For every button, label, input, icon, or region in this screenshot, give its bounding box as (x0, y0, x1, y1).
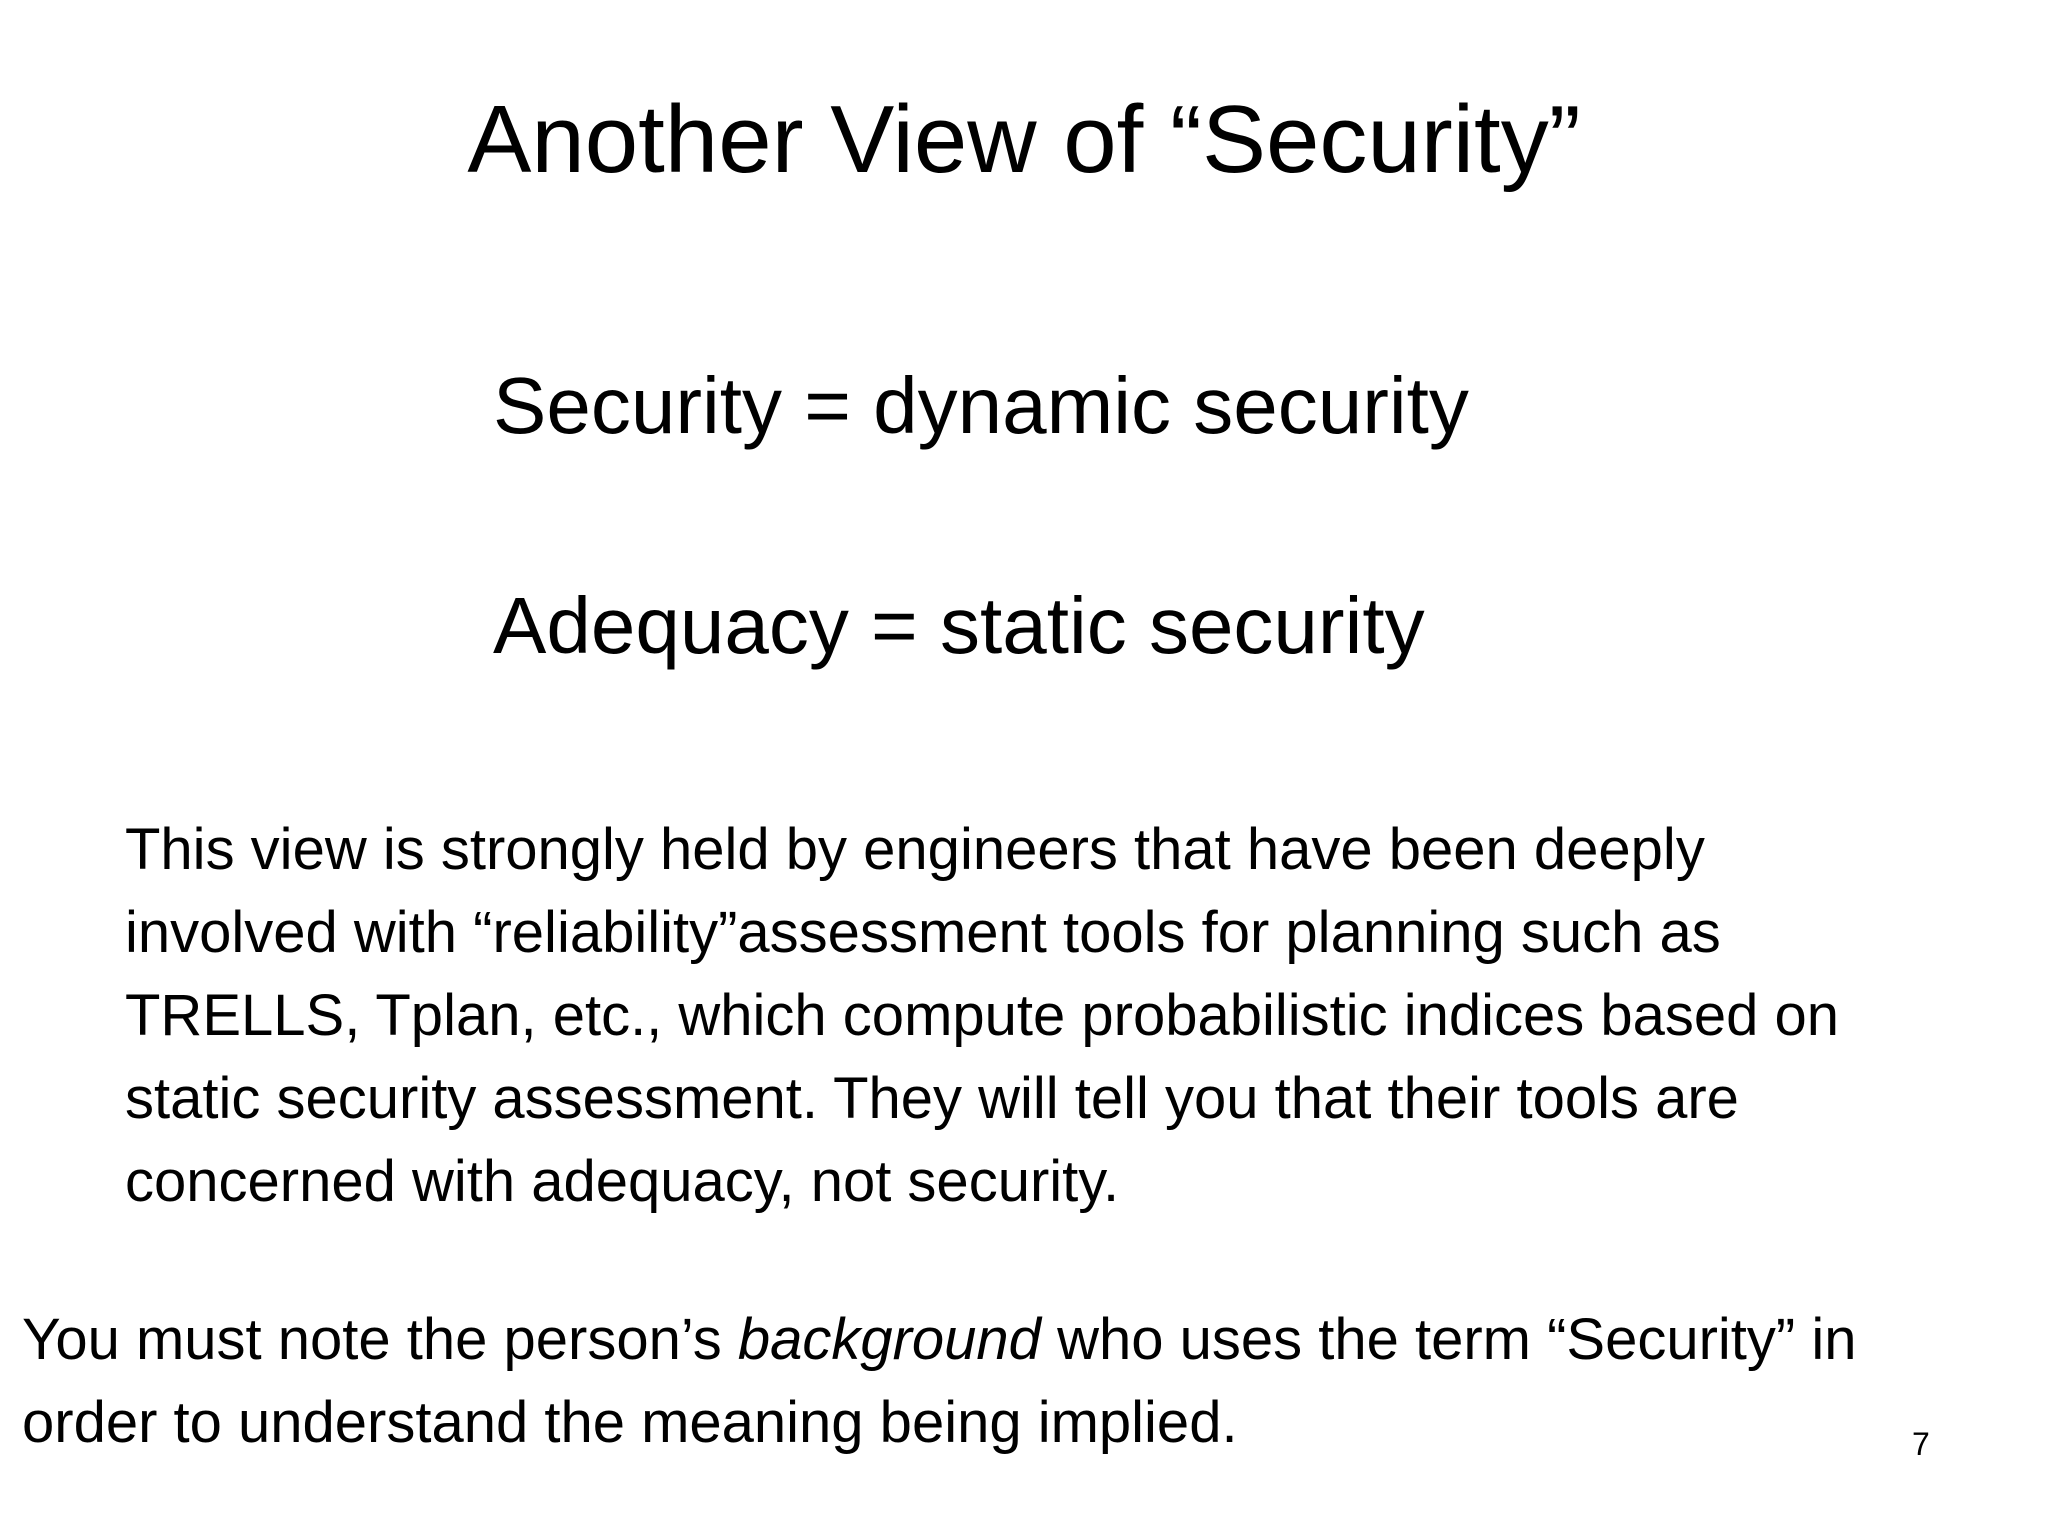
closing-note (22, 1298, 2032, 1464)
note-text-after: who uses the term “Security” in (1040, 1307, 1857, 1372)
paragraph-line: involved with “reliability”assessment tools for planning such as (125, 900, 1721, 965)
paragraph-line: concerned with adequacy, not security. (125, 1149, 1120, 1214)
page-number: 7 (1912, 1426, 1930, 1462)
paragraph-line: TRELLS, Tplan, etc., which compute probabilistic indices based on (125, 983, 1840, 1048)
definition-adequacy: Adequacy = static security (493, 581, 1425, 670)
note-emphasis-background: background (737, 1307, 1041, 1372)
paragraph-line: This view is strongly held by engineers that have been deeply (125, 817, 1705, 882)
slide-title: Another View of “Security” (467, 86, 1581, 193)
note-line-2: order to understand the meaning being implied. (22, 1390, 1238, 1455)
explanation-paragraph (125, 808, 2005, 1223)
note-text-before: You must note the person’s (22, 1307, 738, 1372)
paragraph-line: static security assessment. They will tell you that their tools are (125, 1066, 1739, 1131)
definition-security: Security = dynamic security (493, 361, 1469, 450)
note-line-1 (22, 1298, 2032, 1381)
